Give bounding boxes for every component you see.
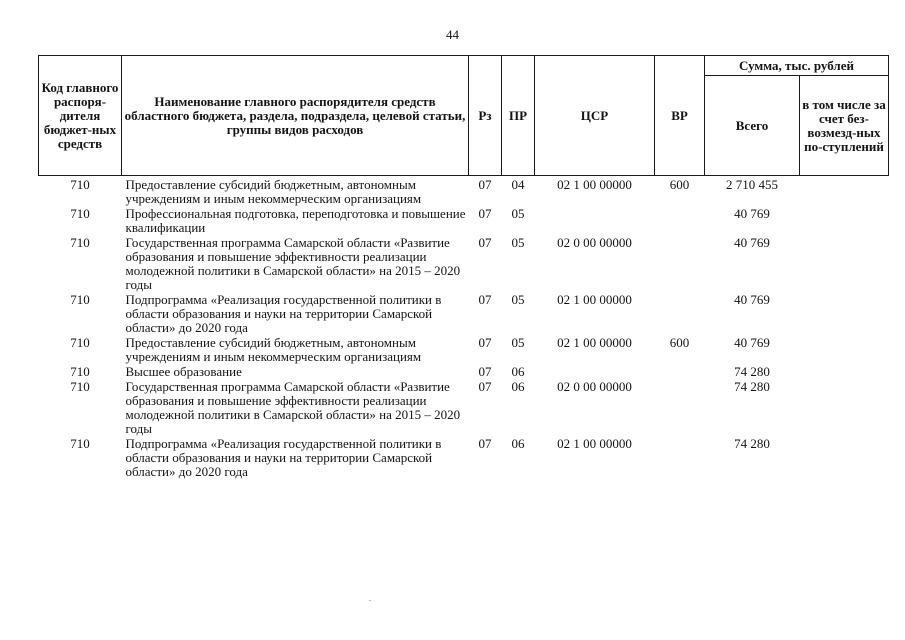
cell-total: 40 769 (734, 235, 770, 250)
cell-pr: 06 (511, 364, 525, 379)
cell-pr: 05 (511, 235, 525, 250)
page-number: 44 (446, 27, 459, 42)
scan-speck (369, 600, 371, 601)
cell-code: 710 (70, 436, 90, 451)
cell-pr: 04 (511, 177, 525, 192)
cell-csr: 02 1 00 00000 (557, 292, 632, 307)
table-body (39, 176, 889, 481)
cell-free (800, 176, 889, 208)
header-rz: Рз (469, 56, 502, 176)
cell-name: Высшее образование (125, 364, 242, 379)
header-free: в том числе за счет без-возмезд-ных по-ступлений (800, 76, 889, 176)
header-total: Всего (705, 76, 800, 176)
cell-total: 40 769 (734, 206, 770, 221)
cell-code: 710 (70, 235, 90, 250)
cell-code: 710 (70, 177, 90, 192)
cell-rz: 07 (478, 235, 492, 250)
cell-name: Государственная программа Самарской области «Развитие образования и повышение эффективности реализации молодежной политики в Самарской области» на 2015 – 2020 годы (125, 379, 461, 436)
cell-code: 710 (70, 364, 90, 379)
cell-code: 710 (70, 379, 90, 394)
cell-rz: 07 (478, 335, 492, 350)
cell-csr: 02 1 00 00000 (557, 436, 632, 451)
cell-pr: 06 (511, 379, 525, 394)
cell-pr: 05 (511, 335, 525, 350)
table-row (39, 293, 889, 336)
cell-rz: 07 (478, 177, 492, 192)
cell-pr: 05 (511, 206, 525, 221)
cell-csr: 02 1 00 00000 (557, 335, 632, 350)
cell-total: 40 769 (734, 292, 770, 307)
table-row (39, 176, 889, 208)
cell-rz: 07 (478, 379, 492, 394)
cell-vr (655, 236, 705, 293)
cell-vr (655, 365, 705, 380)
table-row (39, 207, 889, 236)
cell-code: 710 (70, 292, 90, 307)
cell-name: Профессиональная подготовка, переподготовка и повышение квалификации (125, 206, 466, 235)
cell-total: 2 710 455 (726, 177, 778, 192)
cell-rz: 07 (478, 364, 492, 379)
table-row (39, 336, 889, 365)
cell-free (800, 336, 889, 365)
cell-free (800, 365, 889, 380)
header-vr: ВР (655, 56, 705, 176)
cell-name: Подпрограмма «Реализация государственной политики в области образования и науки на территории Самарской области» до 2020 года (125, 436, 442, 479)
table-row (39, 236, 889, 293)
budget-table (38, 55, 889, 480)
header-pr: ПР (502, 56, 535, 176)
cell-pr: 06 (511, 436, 525, 451)
header-code: Код главного распоря-дителя бюджет-ных средств (39, 56, 122, 176)
cell-total: 74 280 (734, 364, 770, 379)
cell-code: 710 (70, 206, 90, 221)
header-name: Наименование главного распорядителя средств областного бюджета, раздела, подраздела, целевой статьи, группы видов расходов (122, 56, 469, 176)
cell-vr (655, 293, 705, 336)
cell-pr: 05 (511, 292, 525, 307)
cell-vr: 600 (669, 335, 690, 350)
cell-total: 74 280 (734, 379, 770, 394)
table-row (39, 380, 889, 437)
table-row (39, 365, 889, 380)
cell-total: 74 280 (734, 436, 770, 451)
cell-name: Подпрограмма «Реализация государственной политики в области образования и науки на территории Самарской области» до 2020 года (125, 292, 442, 335)
cell-vr (655, 207, 705, 236)
cell-csr: 02 0 00 00000 (557, 379, 632, 394)
cell-free (800, 380, 889, 437)
cell-free (800, 236, 889, 293)
table-header (39, 56, 889, 176)
cell-csr: 02 0 00 00000 (557, 235, 632, 250)
cell-total: 40 769 (734, 335, 770, 350)
cell-free (800, 207, 889, 236)
table-row (39, 437, 889, 480)
cell-rz: 07 (478, 292, 492, 307)
cell-vr (655, 437, 705, 480)
cell-vr (655, 380, 705, 437)
cell-csr: 02 1 00 00000 (557, 177, 632, 192)
cell-vr: 600 (669, 177, 690, 192)
cell-free (800, 437, 889, 480)
header-sum-group: Сумма, тыс. рублей (705, 56, 889, 76)
cell-rz: 07 (478, 436, 492, 451)
cell-free (800, 293, 889, 336)
cell-name: Государственная программа Самарской области «Развитие образования и повышение эффективности реализации молодежной политики в Самарской области» на 2015 – 2020 годы (125, 235, 461, 292)
cell-rz: 07 (478, 206, 492, 221)
cell-name: Предоставление субсидий бюджетным, автономным учреждениям и иным некоммерческим организациям (125, 335, 422, 364)
header-csr: ЦСР (535, 56, 655, 176)
cell-code: 710 (70, 335, 90, 350)
cell-csr (535, 207, 655, 236)
cell-name: Предоставление субсидий бюджетным, автономным учреждениям и иным некоммерческим организациям (125, 177, 422, 206)
cell-csr (535, 365, 655, 380)
